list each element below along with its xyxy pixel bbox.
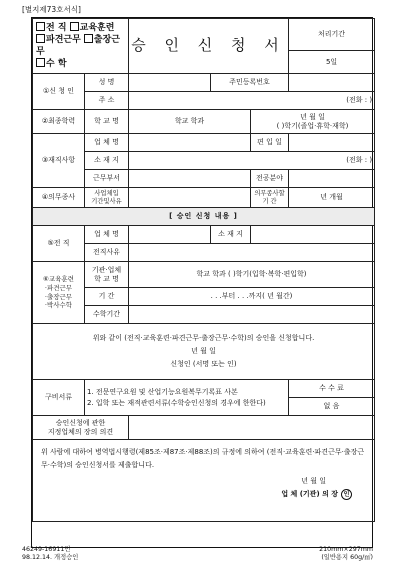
opinion-value[interactable] <box>129 416 375 440</box>
company-label: 업 체 명 <box>85 134 129 152</box>
revision-date: 98.12.14. 개정승인 <box>22 553 79 561</box>
footer-left <box>22 546 78 562</box>
transfer-section-label: ⑤전 직 <box>33 226 85 262</box>
type-study: 수 학 <box>46 58 67 69</box>
education-section-label: ②최종학력 <box>33 110 85 134</box>
application-form <box>31 17 373 548</box>
duty-section-label: ④의무종사 <box>33 188 85 208</box>
type-row-2 <box>36 34 125 58</box>
transfer-reason-label: 전직사유 <box>85 244 129 262</box>
id-number-label: 주민등록번호 <box>211 74 289 92</box>
major-field-label: 전공분야 <box>251 170 289 188</box>
entry-date-label: 편 입 일 <box>251 134 289 152</box>
duty-period-value[interactable]: 년 개월 <box>289 188 375 208</box>
location-phone[interactable]: (전화 : ) <box>129 152 375 170</box>
education-date: 년 월 일 <box>300 113 325 122</box>
seal-icon: 인 <box>341 489 352 500</box>
training-section-label: ⑥교육훈련 ·파견근무 ·출장근무 ·박사수학 <box>33 262 85 324</box>
type-business-trip: 출장근무 <box>36 35 121 57</box>
transfer-reason-value[interactable] <box>129 244 375 262</box>
school-label: 학 교 명 <box>85 110 129 134</box>
type-row-1 <box>36 22 125 34</box>
paper-size: 210mm×297mm <box>319 546 373 553</box>
type-transfer: 전 직 <box>46 23 67 33</box>
opinion-label: 승인신청에 관한 지정업체의 장의 의견 <box>33 416 129 440</box>
declaration-date[interactable]: 년 월 일 <box>191 346 216 355</box>
study-period-value[interactable] <box>129 306 375 324</box>
confirmation-block <box>33 440 375 522</box>
type-training: 교육훈련 <box>79 23 115 33</box>
application-type-checkboxes[interactable] <box>33 19 129 74</box>
training-period-label: 기 간 <box>85 288 129 306</box>
training-org-value[interactable]: 학교 학과 ( )학기(입학·복학·편입학) <box>129 262 375 288</box>
training-org-label: 기관·업체 학 교 명 <box>85 262 129 288</box>
study-checkbox[interactable] <box>36 58 45 67</box>
confirmation-date[interactable]: 년 월 일 <box>301 477 327 486</box>
department-label: 근무부서 <box>85 170 129 188</box>
duty-reason-value[interactable] <box>129 188 251 208</box>
employment-section-label: ③재직사항 <box>33 134 85 188</box>
location-label: 소 재 지 <box>85 152 129 170</box>
fee-label: 수 수 료 <box>289 380 375 398</box>
processing-period-value: 5일 <box>289 50 375 73</box>
school-value[interactable]: 학교 학과 <box>129 110 251 134</box>
dispatch-checkbox[interactable] <box>36 34 45 43</box>
confirmation-signer-row[interactable] <box>41 488 366 501</box>
processing-period-label: 처리기간 <box>289 19 375 51</box>
name-value[interactable] <box>129 74 211 92</box>
study-period-label: 수학기간 <box>85 306 129 324</box>
confirmation-signer: 업 체 (기관) 의 장 <box>281 489 339 498</box>
transfer-company-value[interactable] <box>129 226 211 244</box>
request-section-header: [ 승인 신청 내용 ] <box>33 208 375 226</box>
transfer-company-label: 업 체 명 <box>85 226 129 244</box>
education-status-text: ( )학기(졸업·휴학·재학) <box>276 121 349 130</box>
form-code: 46249-16911민 <box>22 546 71 553</box>
address-label: 주 소 <box>85 92 129 110</box>
declaration-text: 위와 같이 (전직·교육훈련·파견근무·출장근무·수학)의 승인을 신청합니다. <box>92 333 315 342</box>
training-checkbox[interactable] <box>70 22 79 31</box>
type-dispatch: 파견근무 <box>46 35 81 46</box>
training-period-value[interactable]: . . .부터 . . .까지( 년 월간) <box>129 288 375 306</box>
documents-list <box>85 380 289 416</box>
duty-period-label: 의무종사할 기 간 <box>251 188 289 208</box>
business-trip-checkbox[interactable] <box>84 34 93 43</box>
id-number-value[interactable] <box>289 74 375 92</box>
major-field-value[interactable] <box>289 170 375 188</box>
document-item-2: 2. 입학 또는 재적관련서류(수학승인신청의 경우에 한한다) <box>87 398 266 407</box>
duty-reason-label: 사업체입 기간및사유 <box>85 188 129 208</box>
declaration-block <box>33 324 375 380</box>
form-table <box>32 18 375 522</box>
company-value[interactable] <box>129 134 251 152</box>
form-number: [별지제73호서식] <box>22 5 81 14</box>
transfer-checkbox[interactable] <box>36 22 45 31</box>
department-value[interactable] <box>129 170 251 188</box>
education-status[interactable] <box>251 110 375 134</box>
form-title: 승 인 신 청 서 <box>129 19 289 74</box>
type-row-3 <box>36 58 125 70</box>
footer-right <box>319 546 373 562</box>
document-item-1: 1. 전문연구요원 및 산업기능요원복무기록표 사본 <box>87 388 238 396</box>
transfer-location-label: 소 재 지 <box>211 226 251 244</box>
declaration-signer[interactable]: 신청인 (서명 또는 인) <box>170 360 237 369</box>
confirmation-text: 위 사람에 대하여 병역법시행령(제85조·제87조·제88조)의 규정에 의하여 (전직·교육훈련·파견근무·출장근무·수학)의 승인신청서를 제출합니다. <box>41 448 365 469</box>
applicant-section-label: ①신 청 인 <box>33 74 85 110</box>
entry-date-value[interactable] <box>289 134 375 152</box>
transfer-location-value[interactable] <box>251 226 375 244</box>
documents-label: 구비서류 <box>33 380 85 416</box>
fee-value: 없 음 <box>289 398 375 416</box>
address-phone[interactable]: (전화 : ) <box>129 92 375 110</box>
paper-type: (일반용지 60g/㎡) <box>321 553 373 561</box>
name-label: 성 명 <box>85 74 129 92</box>
